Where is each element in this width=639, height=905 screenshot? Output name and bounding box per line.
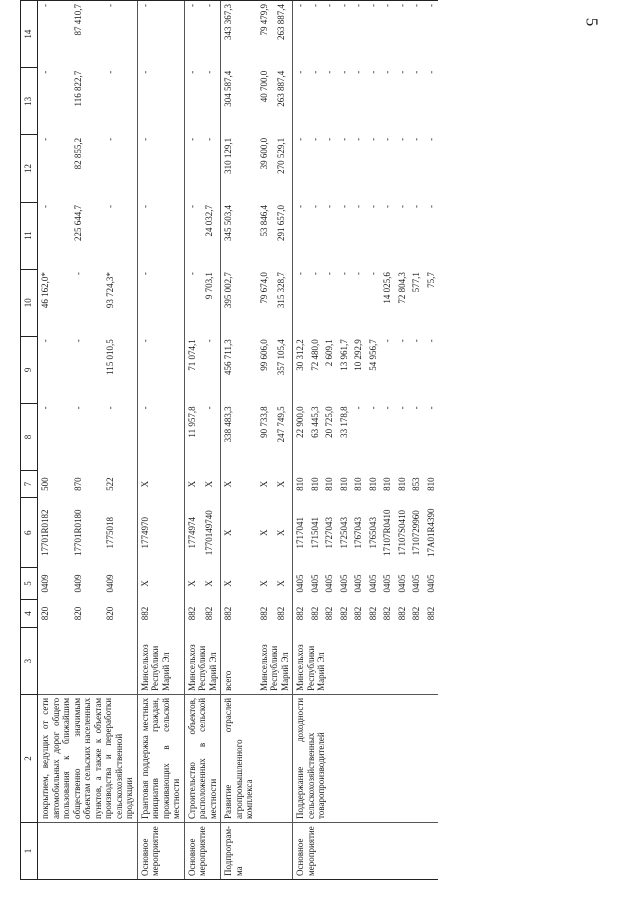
cell-col-14: - bbox=[351, 1, 366, 68]
cell-col-4: 882 bbox=[293, 599, 308, 628]
cell-col-6: 1717041 bbox=[293, 498, 308, 568]
cell-col-14: - bbox=[337, 1, 352, 68]
cell-col-13: - bbox=[425, 70, 436, 74]
cell-col-9: 71 074,1 bbox=[184, 336, 202, 403]
cell-col-7: 810 bbox=[293, 471, 308, 498]
cell-col-13: - bbox=[40, 70, 50, 74]
cell-col-7: 853 bbox=[411, 477, 421, 491]
cell-col-13: - bbox=[204, 70, 215, 74]
cell-col-14: - bbox=[395, 1, 410, 68]
cell-col-7: 810 bbox=[425, 477, 436, 491]
cell-col-12: - bbox=[184, 135, 202, 202]
cell-col-6: 1725043 bbox=[338, 517, 349, 549]
cell-col-11: - bbox=[293, 202, 308, 269]
cell-col-7: 810 bbox=[396, 477, 407, 491]
cell-col-10: - bbox=[338, 272, 349, 276]
cell-col-4: 882 bbox=[367, 606, 378, 621]
cell-col-7: Х bbox=[276, 480, 287, 488]
cell-col-9: - bbox=[425, 339, 436, 343]
cell-col-5: 0405 bbox=[411, 574, 421, 593]
cell-col-8: - bbox=[411, 406, 421, 410]
cell-col-5: 0409 bbox=[40, 574, 50, 593]
cell-col-4: 882 bbox=[276, 606, 287, 621]
cell-col-13: 116 822,7 bbox=[73, 70, 84, 107]
cell-col-9: 357 105,4 bbox=[276, 339, 287, 376]
cell-col-4: 882 bbox=[137, 599, 184, 628]
cell-col-8: - bbox=[396, 406, 407, 410]
cell-col-5: Х bbox=[258, 580, 269, 587]
cell-col-9: 456 711,3 bbox=[221, 336, 257, 403]
cell-col-7: 870 bbox=[73, 477, 84, 491]
cell-col-8: - bbox=[425, 406, 436, 410]
cell-col-10: - bbox=[184, 269, 202, 336]
cell-col-4: 882 bbox=[204, 606, 215, 621]
program-type-cell bbox=[38, 822, 138, 879]
cell-col-14: 87 410,7 bbox=[71, 1, 103, 68]
cell-col-14: - bbox=[184, 1, 202, 68]
responsible-cell: Минсельхоз Республики Марий Эл bbox=[257, 628, 293, 694]
cell-col-8: - bbox=[367, 406, 378, 410]
cell-col-11: - bbox=[309, 205, 320, 209]
cell-col-13: - bbox=[184, 68, 202, 135]
cell-col-12: - bbox=[382, 137, 392, 141]
cell-col-8: - bbox=[105, 406, 116, 410]
cell-col-13: - bbox=[309, 70, 320, 74]
cell-col-6: 1774974 bbox=[184, 498, 202, 568]
cell-col-10: - bbox=[137, 269, 184, 336]
column-number-header bbox=[21, 1, 38, 880]
cell-col-4: 882 bbox=[382, 606, 392, 621]
cell-col-12: - bbox=[293, 135, 308, 202]
program-type-cell: Основное мероприятие bbox=[137, 822, 184, 879]
column-header-14: 14 bbox=[21, 1, 38, 68]
cell-col-7: 522 bbox=[105, 477, 116, 491]
rotated-page bbox=[20, 0, 620, 880]
measure-name-cell: Грантовая поддержка местных инициатив граждан, проживающих в сельской местности bbox=[137, 694, 184, 822]
cell-col-11: 345 503,4 bbox=[221, 202, 257, 269]
cell-col-14: - bbox=[103, 1, 137, 68]
cell-col-11: - bbox=[324, 205, 334, 209]
cell-col-5: 0409 bbox=[73, 574, 84, 593]
cell-col-5: 0405 bbox=[382, 574, 392, 593]
cell-col-10: - bbox=[73, 272, 84, 276]
cell-col-9: - bbox=[73, 339, 84, 343]
cell-col-11: 291 657,0 bbox=[276, 205, 287, 242]
cell-col-4: 820 bbox=[105, 606, 116, 621]
column-header-3: 3 bbox=[21, 628, 38, 694]
cell-col-10: 46 162,0* bbox=[40, 272, 50, 309]
cell-col-14: - bbox=[202, 1, 220, 68]
column-header-7: 7 bbox=[21, 471, 38, 498]
cell-col-14: - bbox=[137, 1, 184, 68]
cell-col-7: Х bbox=[184, 471, 202, 498]
responsible-cell: Минсельхоз Республики Марий Эл bbox=[137, 628, 184, 694]
cell-col-11: 53 846,4 bbox=[258, 205, 269, 237]
cell-col-6: 1727043 bbox=[324, 517, 334, 549]
cell-col-9: 10 292,9 bbox=[353, 339, 363, 371]
cell-col-10: - bbox=[353, 272, 363, 276]
cell-col-6: Х bbox=[221, 498, 257, 568]
measure-name-cell: Строительство объектов, расположенных в сельской местности bbox=[184, 694, 221, 822]
cell-col-8: - bbox=[382, 406, 392, 410]
cell-col-5: 0405 bbox=[425, 574, 436, 593]
table-row bbox=[184, 1, 202, 880]
cell-col-6: 1774970 bbox=[137, 498, 184, 568]
cell-col-12: - bbox=[137, 135, 184, 202]
column-header-13: 13 bbox=[21, 68, 38, 135]
cell-col-5: 0405 bbox=[367, 574, 378, 593]
cell-col-4: 882 bbox=[425, 606, 436, 621]
cell-col-4: 882 bbox=[309, 606, 320, 621]
cell-col-12: - bbox=[105, 137, 116, 141]
cell-col-4: 882 bbox=[184, 599, 202, 628]
cell-col-12: - bbox=[411, 137, 421, 141]
cell-col-14: - bbox=[424, 1, 439, 68]
cell-col-7: 810 bbox=[367, 477, 378, 491]
cell-col-14: - bbox=[366, 1, 381, 68]
cell-col-13: 263 887,4 bbox=[276, 70, 287, 107]
column-header-11: 11 bbox=[21, 202, 38, 269]
cell-col-5: 0405 bbox=[396, 574, 407, 593]
cell-col-5: Х bbox=[276, 580, 287, 587]
cell-col-6: 1765043 bbox=[367, 517, 378, 549]
cell-col-14: - bbox=[409, 1, 424, 68]
cell-col-4: 820 bbox=[73, 606, 84, 621]
cell-col-5: Х bbox=[221, 568, 257, 599]
cell-col-12: 39 600,0 bbox=[258, 137, 269, 170]
cell-col-4: 882 bbox=[324, 606, 334, 621]
cell-col-7: Х bbox=[137, 471, 184, 498]
cell-col-10: - bbox=[367, 272, 378, 276]
cell-col-11: - bbox=[425, 205, 436, 209]
cell-col-11: - bbox=[338, 205, 349, 209]
cell-col-14: - bbox=[293, 1, 308, 68]
cell-col-10: 75,7 bbox=[425, 272, 436, 288]
cell-col-6: 1767043 bbox=[353, 517, 363, 549]
cell-col-12: - bbox=[324, 137, 334, 141]
cell-col-6: 17107R0410 bbox=[382, 509, 392, 556]
cell-col-4: 820 bbox=[40, 606, 50, 621]
cell-col-9: - bbox=[204, 339, 215, 343]
cell-col-12: 310 129,1 bbox=[221, 135, 257, 202]
cell-col-7: Х bbox=[258, 480, 269, 488]
cell-col-8: - bbox=[137, 403, 184, 470]
cell-col-7: 810 bbox=[309, 477, 320, 491]
cell-col-11: - bbox=[411, 205, 421, 209]
measure-name-cell: Развитие отраслей агропромышленного комплекса bbox=[221, 694, 257, 822]
cell-col-6: 17701R0180 bbox=[73, 509, 84, 556]
responsible-cell: Минсельхоз Республики Марий Эл bbox=[184, 628, 221, 694]
cell-col-5: 0405 bbox=[309, 574, 320, 593]
cell-col-9: 13 961,7 bbox=[338, 339, 349, 371]
cell-col-13: - bbox=[105, 70, 116, 74]
cell-col-12: - bbox=[204, 137, 215, 141]
cell-col-11: - bbox=[353, 205, 363, 209]
cell-col-10: 9 703,1 bbox=[204, 272, 215, 300]
column-header-12: 12 bbox=[21, 135, 38, 202]
cell-col-4: 882 bbox=[411, 606, 421, 621]
cell-col-9: - bbox=[137, 336, 184, 403]
page-number: 5 bbox=[582, 17, 602, 27]
table-row bbox=[257, 1, 275, 880]
cell-col-12: - bbox=[367, 137, 378, 141]
cell-col-9: 2 609,1 bbox=[324, 339, 334, 367]
cell-col-12: 82 855,2 bbox=[73, 137, 84, 170]
cell-col-5: 0405 bbox=[293, 568, 308, 599]
cell-col-13: 304 587,4 bbox=[221, 68, 257, 135]
cell-col-9: - bbox=[396, 339, 407, 343]
cell-col-9: 30 312,2 bbox=[293, 336, 308, 403]
cell-col-5: Х bbox=[184, 568, 202, 599]
cell-col-7: Х bbox=[221, 471, 257, 498]
responsible-cell: всего bbox=[221, 628, 257, 694]
cell-col-9: 99 606,0 bbox=[258, 339, 269, 371]
cell-col-6: Х bbox=[258, 529, 269, 536]
column-header-8: 8 bbox=[21, 403, 38, 470]
cell-col-10: 72 804,3 bbox=[396, 272, 407, 304]
cell-col-7: 500 bbox=[40, 477, 50, 491]
cell-col-9: 54 956,7 bbox=[367, 339, 378, 371]
cell-col-12: - bbox=[396, 137, 407, 141]
table-row bbox=[293, 1, 308, 880]
cell-col-6: Х bbox=[276, 529, 287, 536]
cell-col-8: - bbox=[353, 406, 363, 410]
cell-col-5: 0405 bbox=[353, 574, 363, 593]
responsible-cell: Минсельхоз Республики Марий Эл bbox=[293, 628, 439, 694]
cell-col-5: 0405 bbox=[338, 574, 349, 593]
cell-col-10: - bbox=[293, 269, 308, 336]
measure-name-cell bbox=[257, 694, 293, 822]
cell-col-11: 225 644,7 bbox=[73, 205, 84, 242]
cell-col-7: 810 bbox=[353, 477, 363, 491]
cell-col-8: 247 749,5 bbox=[276, 406, 287, 443]
cell-col-13: - bbox=[382, 70, 392, 74]
cell-col-5: Х bbox=[204, 580, 215, 587]
cell-col-11: - bbox=[40, 205, 50, 209]
cell-col-12: - bbox=[338, 137, 349, 141]
program-type-cell: Основное мероприятие bbox=[184, 822, 221, 879]
cell-col-14: - bbox=[308, 1, 323, 68]
cell-col-13: - bbox=[324, 70, 334, 74]
cell-col-8: 63 445,3 bbox=[309, 406, 320, 438]
cell-col-8: - bbox=[40, 406, 50, 410]
cell-col-6: 17701R0182 bbox=[40, 509, 50, 556]
cell-col-11: - bbox=[382, 205, 392, 209]
cell-col-11: - bbox=[396, 205, 407, 209]
cell-col-13: - bbox=[367, 70, 378, 74]
responsible-cell bbox=[38, 628, 138, 694]
cell-col-6: 1710729960 bbox=[411, 510, 421, 556]
cell-col-11: - bbox=[184, 202, 202, 269]
cell-col-12: - bbox=[309, 137, 320, 141]
cell-col-9: - bbox=[40, 339, 50, 343]
cell-col-12: - bbox=[40, 137, 50, 141]
cell-col-8: - bbox=[204, 406, 215, 410]
cell-col-10: 395 002,7 bbox=[221, 269, 257, 336]
cell-col-10: - bbox=[324, 272, 334, 276]
cell-col-11: - bbox=[367, 205, 378, 209]
cell-col-14: - bbox=[380, 1, 395, 68]
column-header-6: 6 bbox=[21, 498, 38, 568]
column-header-9: 9 bbox=[21, 336, 38, 403]
cell-col-4: 882 bbox=[353, 606, 363, 621]
cell-col-6: 17A01R4390 bbox=[425, 508, 436, 557]
cell-col-11: - bbox=[137, 202, 184, 269]
cell-col-11: - bbox=[105, 205, 116, 209]
cell-col-13: - bbox=[353, 70, 363, 74]
cell-col-11: 24 032,7 bbox=[204, 205, 215, 237]
cell-col-8: 90 733,8 bbox=[258, 406, 269, 438]
budget-table bbox=[20, 0, 438, 880]
cell-col-4: 882 bbox=[221, 599, 257, 628]
cell-col-4: 882 bbox=[338, 606, 349, 621]
measure-name-cell: Поддержание доходности сельскохозяйственных товаропроизводителей bbox=[293, 694, 439, 822]
cell-col-13: - bbox=[293, 68, 308, 135]
measure-name-cell: покрытием, ведущих от сети автомобильных дорог общего пользования к ближайшим общественно значимым объектам сельских населенных пунктов, а также к объектам производства и переработки сельскохозяйственной продукции bbox=[38, 694, 138, 822]
cell-col-10: 93 724,3* bbox=[105, 272, 116, 309]
cell-col-5: 0409 bbox=[105, 574, 116, 593]
cell-col-10: 315 328,7 bbox=[276, 272, 287, 309]
cell-col-12: 270 529,1 bbox=[276, 137, 287, 174]
cell-col-14: - bbox=[38, 1, 72, 68]
column-header-5: 5 bbox=[21, 568, 38, 599]
cell-col-8: 338 483,3 bbox=[221, 403, 257, 470]
cell-col-4: 882 bbox=[396, 606, 407, 621]
cell-col-7: 810 bbox=[324, 477, 334, 491]
cell-col-13: - bbox=[338, 70, 349, 74]
cell-col-8: 11 957,8 bbox=[184, 403, 202, 470]
cell-col-12: - bbox=[353, 137, 363, 141]
cell-col-9: 115 010,5 bbox=[105, 339, 116, 375]
cell-col-6: 1775018 bbox=[105, 517, 116, 549]
cell-col-7: 810 bbox=[382, 477, 392, 491]
table-row bbox=[38, 1, 72, 880]
cell-col-9: 72 480,0 bbox=[309, 339, 320, 371]
cell-col-13: - bbox=[137, 68, 184, 135]
table-row bbox=[137, 1, 184, 880]
cell-col-14: 343 367,3 bbox=[221, 1, 257, 68]
cell-col-6: 1770149740 bbox=[204, 510, 215, 556]
cell-col-14: - bbox=[322, 1, 337, 68]
cell-col-8: 22 900,0 bbox=[293, 403, 308, 470]
table-row bbox=[221, 1, 257, 880]
cell-col-5: 0405 bbox=[324, 574, 334, 593]
cell-col-8: 20 725,0 bbox=[324, 406, 334, 438]
cell-col-4: 882 bbox=[258, 606, 269, 621]
cell-col-10: 577,1 bbox=[411, 272, 421, 293]
cell-col-14: 79 479,9 bbox=[257, 1, 275, 68]
cell-col-13: - bbox=[396, 70, 407, 74]
cell-col-7: 810 bbox=[338, 477, 349, 491]
program-type-cell bbox=[257, 822, 293, 879]
cell-col-13: - bbox=[411, 70, 421, 74]
cell-col-5: Х bbox=[137, 568, 184, 599]
cell-col-8: - bbox=[73, 406, 84, 410]
column-header-10: 10 bbox=[21, 269, 38, 336]
cell-col-12: - bbox=[425, 137, 436, 141]
cell-col-9: - bbox=[382, 339, 392, 343]
cell-col-8: 33 178,8 bbox=[338, 406, 349, 438]
cell-col-13: 40 700,0 bbox=[258, 70, 269, 103]
cell-col-7: Х bbox=[204, 480, 215, 488]
cell-col-10: - bbox=[309, 272, 320, 276]
column-header-4: 4 bbox=[21, 599, 38, 628]
cell-col-6: 17107S0410 bbox=[396, 509, 407, 556]
cell-col-10: 79 674,0 bbox=[258, 272, 269, 304]
column-header-1: 1 bbox=[21, 822, 38, 879]
cell-col-9: - bbox=[411, 339, 421, 343]
cell-col-14: 263 887,4 bbox=[274, 1, 292, 68]
program-type-cell: Основное мероприятие bbox=[293, 822, 439, 879]
program-type-cell: Подпрограм-ма bbox=[221, 822, 257, 879]
column-header-2: 2 bbox=[21, 694, 38, 822]
cell-col-10: 14 025,6 bbox=[382, 272, 392, 304]
cell-col-6: 1715041 bbox=[309, 517, 320, 549]
